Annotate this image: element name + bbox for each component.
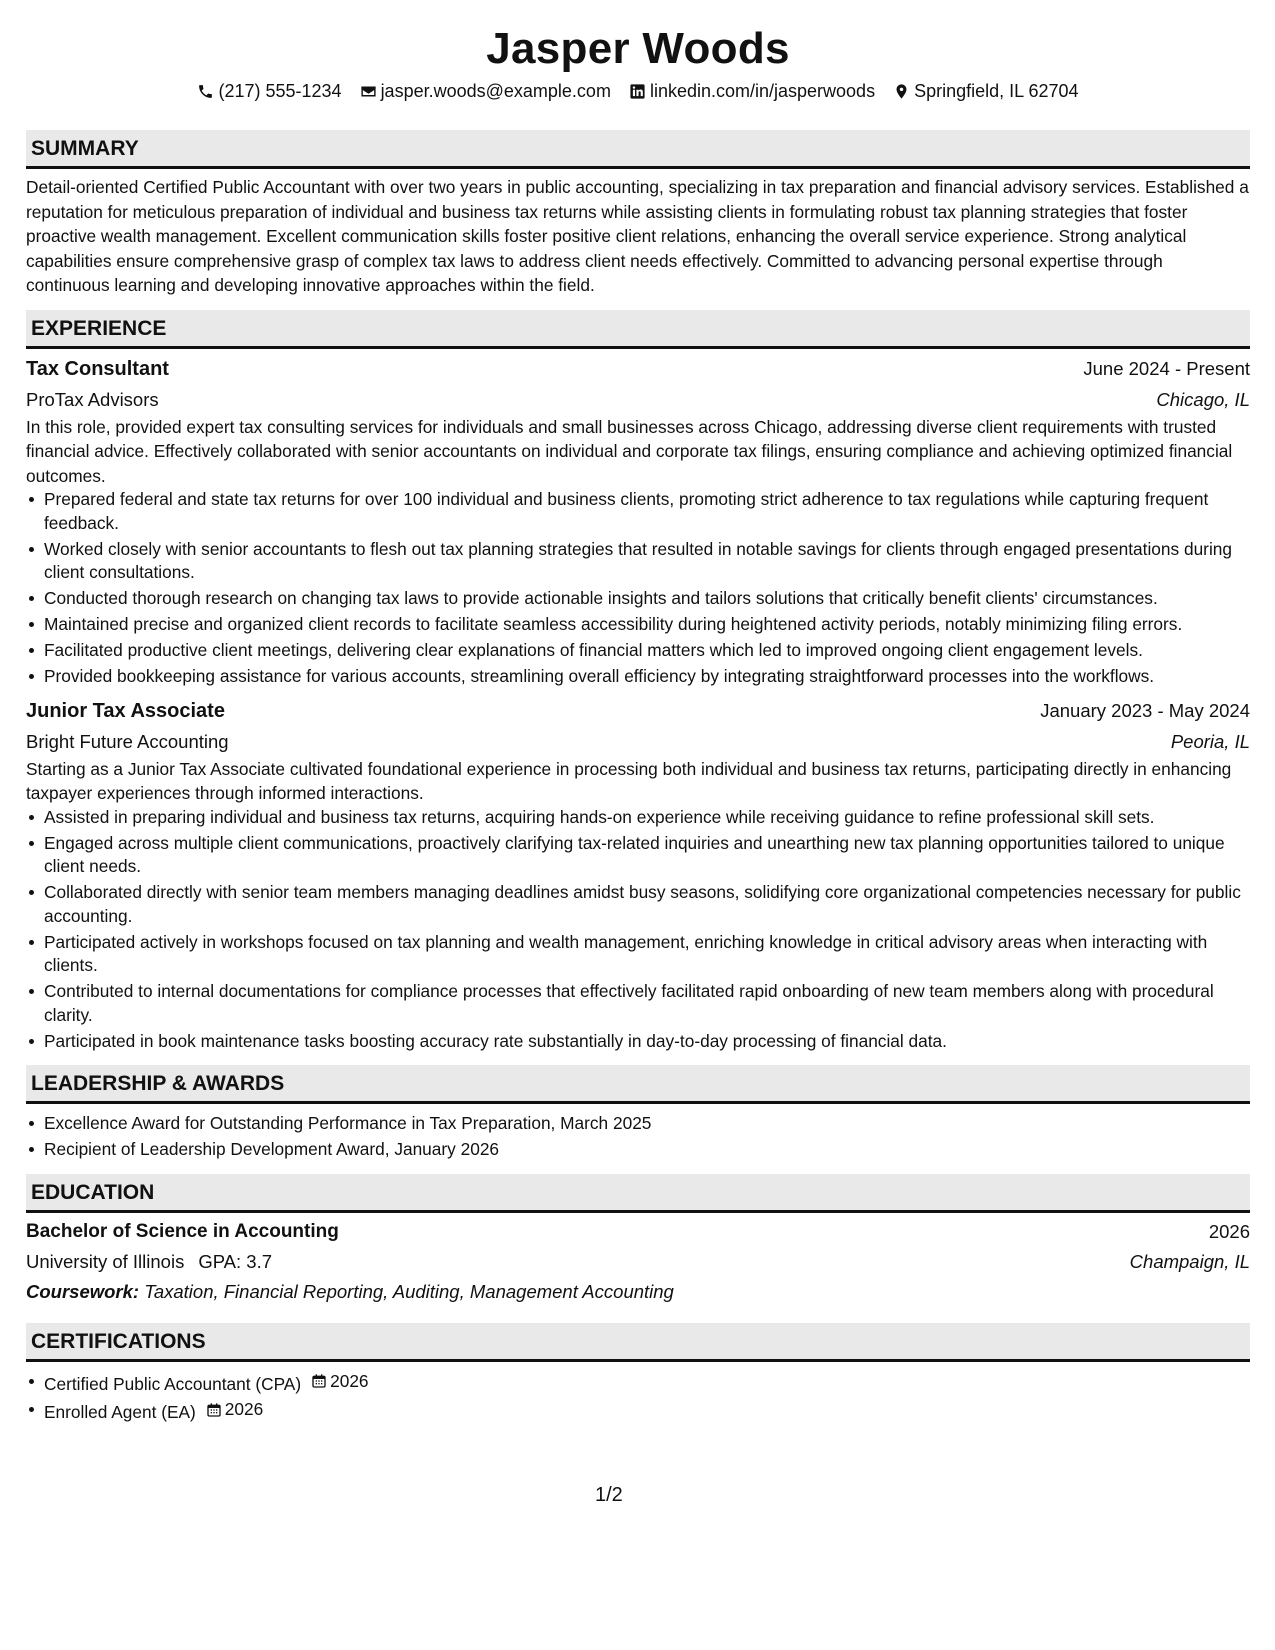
job-location: Chicago, IL xyxy=(1156,388,1250,410)
certifications-heading: CERTIFICATIONS xyxy=(26,1323,1250,1362)
list-item: Conducted thorough research on changing tax laws to provide actionable insights and tailors solutions that critically benefit clients' circumstances. xyxy=(44,587,1250,611)
map-pin-icon xyxy=(893,83,910,100)
job-entry xyxy=(26,353,1250,689)
school-location: Champaign, IL xyxy=(1129,1250,1250,1272)
calendar-icon xyxy=(311,1373,327,1389)
graduation-year: 2026 xyxy=(1208,1220,1250,1242)
list-item: Excellence Award for Outstanding Performance in Tax Preparation, March 2025 xyxy=(44,1112,1250,1136)
summary-text: Detail-oriented Certified Public Accountant with over two years in public accounting, specializing in tax preparation and financial advisory services. Established a reputation for meticulous preparation of individual and business tax returns while assisting clients in formulating robust tax planning strategies that foster proactive wealth management. Excellent communication skills foster positive client relations, enhancing the overall service experience. Strong analytical capabilities ensure comprehensive grasp of complex tax laws to address client needs effectively. Committed to advancing personal expertise through continuous learning and developing innovative approaches within the field. xyxy=(26,177,1249,295)
school-name: University of Illinois xyxy=(26,1250,185,1272)
phone-icon xyxy=(197,83,214,100)
job-company: ProTax Advisors xyxy=(26,388,159,410)
job-description: Starting as a Junior Tax Associate cultivated foundational experience in processing both individual and business tax returns, participating directly in enhancing taxpayer experiences through informed interactions. xyxy=(26,758,1232,803)
summary-section xyxy=(26,130,1250,298)
list-item: Recipient of Leadership Development Award, January 2026 xyxy=(44,1138,1250,1162)
envelope-icon xyxy=(360,83,377,100)
job-title: Tax Consultant xyxy=(26,357,169,380)
contact-linkedin-text[interactable]: linkedin.com/in/jasperwoods xyxy=(649,81,876,101)
list-item: Assisted in preparing individual and business tax returns, acquiring hands-on experience while receiving guidance to refine professional skill sets. xyxy=(44,806,1250,830)
job-description: In this role, provided expert tax consulting services for individuals and small businesses across Chicago, addressing diverse client requirements with trusted financial advice. Effectively collaborated with senior accountants on individual and corporate tax filings, ensuring compliance and achieving optimized financial outcomes. xyxy=(26,416,1233,486)
coursework xyxy=(26,1277,1250,1307)
awards-section xyxy=(26,1065,1250,1162)
list-item xyxy=(44,1370,1250,1396)
coursework-label: Coursework: xyxy=(26,1280,140,1302)
certification-date: 2026 xyxy=(330,1370,369,1391)
experience-section xyxy=(26,310,1250,1054)
job-bullets xyxy=(26,806,1250,1054)
list-item: Participated actively in workshops focused on tax planning and wealth management, enriching knowledge in critical advisory areas when interacting with clients. xyxy=(44,931,1250,978)
calendar-icon xyxy=(206,1402,222,1418)
job-company: Bright Future Accounting xyxy=(26,730,229,752)
experience-heading: EXPERIENCE xyxy=(26,310,1250,349)
linkedin-icon xyxy=(629,83,646,100)
contact-phone-text: (217) 555-1234 xyxy=(218,81,342,101)
gpa: GPA: 3.7 xyxy=(198,1250,273,1272)
list-item xyxy=(44,1398,1250,1424)
contact-bar xyxy=(26,79,1250,103)
resume-page xyxy=(26,22,1250,1427)
contact-email-text[interactable]: jasper.woods@example.com xyxy=(380,81,611,101)
awards-heading: LEADERSHIP & AWARDS xyxy=(26,1065,1250,1104)
list-item: Facilitated productive client meetings, delivering clear explanations of financial matters which led to improved ongoing client engagement levels. xyxy=(44,639,1250,663)
coursework-list: Taxation, Financial Reporting, Auditing, Management Accounting xyxy=(144,1280,674,1302)
page-number: 1/2 xyxy=(595,1484,623,1506)
list-item: Worked closely with senior accountants to flesh out tax planning strategies that resulted in notable savings for clients through engaged presentations during client consultations. xyxy=(44,538,1250,585)
contact-email[interactable] xyxy=(360,79,611,103)
awards-list xyxy=(26,1112,1250,1162)
job-dates: January 2023 - May 2024 xyxy=(1040,699,1250,721)
job-entry xyxy=(26,695,1250,1054)
list-item: Engaged across multiple client communications, proactively clarifying tax-related inquiries and unearthing new tax planning opportunities tailored to unique client needs. xyxy=(44,832,1250,879)
degree: Bachelor of Science in Accounting xyxy=(26,1220,339,1242)
contact-phone xyxy=(197,79,341,103)
education-section xyxy=(26,1174,1250,1307)
summary-heading: SUMMARY xyxy=(26,130,1250,169)
certification-date: 2026 xyxy=(224,1399,264,1420)
list-item: Participated in book maintenance tasks boosting accuracy rate substantially in day-to-day processing of financial data. xyxy=(44,1030,1250,1054)
list-item: Collaborated directly with senior team members managing deadlines amidst busy seasons, solidifying core organizational competencies necessary for public accounting. xyxy=(44,881,1250,928)
contact-location xyxy=(893,79,1078,103)
certification-name: Enrolled Agent (EA) xyxy=(44,1402,196,1422)
list-item: Contributed to internal documentations for compliance processes that effectively facilitated rapid onboarding of new team members along with procedural clarity. xyxy=(44,980,1250,1027)
contact-linkedin[interactable] xyxy=(629,79,875,103)
job-title: Junior Tax Associate xyxy=(26,699,225,722)
job-location: Peoria, IL xyxy=(1170,730,1250,752)
certifications-section xyxy=(26,1323,1250,1425)
job-dates: June 2024 - Present xyxy=(1083,357,1250,379)
job-bullets xyxy=(26,488,1250,689)
list-item: Prepared federal and state tax returns for over 100 individual and business clients, promoting strict adherence to tax regulations while capturing frequent feedback. xyxy=(44,488,1250,535)
list-item: Maintained precise and organized client records to facilitate seamless accessibility during heightened activity periods, notably minimizing filing errors. xyxy=(44,613,1250,637)
certifications-list xyxy=(26,1370,1250,1425)
certification-name: Certified Public Accountant (CPA) xyxy=(44,1373,302,1394)
list-item: Provided bookkeeping assistance for various accounts, streamlining overall efficiency by integrating straightforward processes into the workflows. xyxy=(44,665,1250,689)
education-heading: EDUCATION xyxy=(26,1174,1250,1213)
candidate-name: Jasper Woods xyxy=(486,24,790,73)
contact-location-text: Springfield, IL 62704 xyxy=(914,81,1079,101)
